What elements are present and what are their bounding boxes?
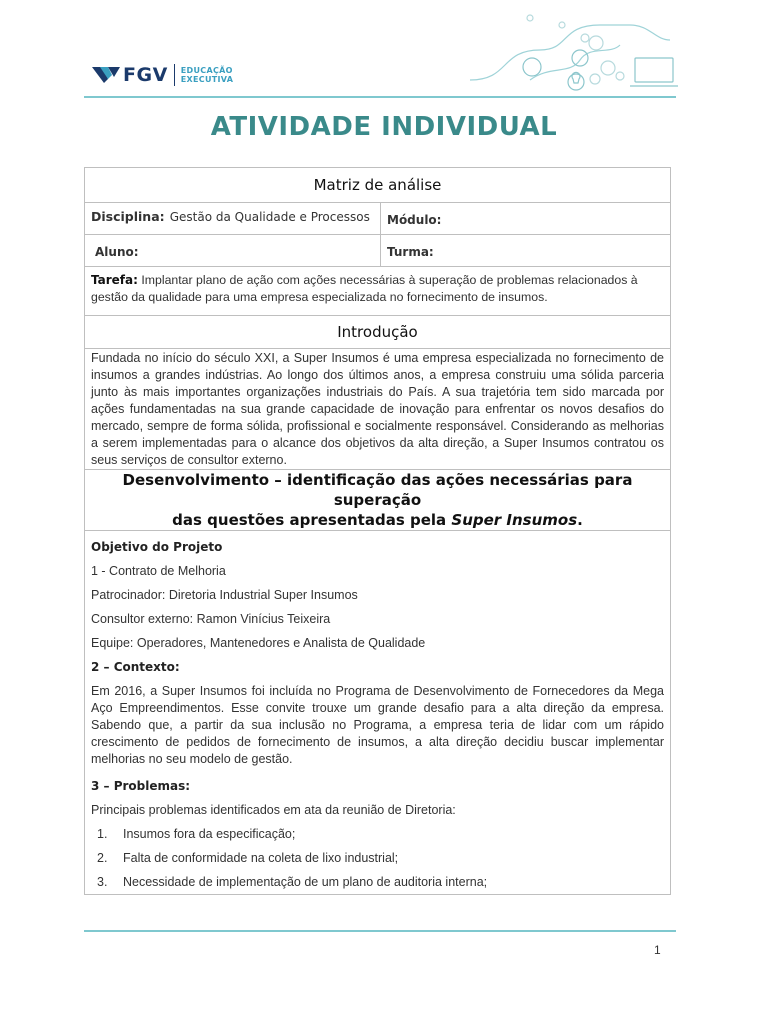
matrix-heading-row xyxy=(85,168,671,203)
development-heading-company: Super Insumos xyxy=(451,511,578,529)
brand-subtitle xyxy=(181,66,233,84)
page-header xyxy=(0,0,768,100)
context-text: Em 2016, a Super Insumos foi incluída no Programa de Desenvolvimento de Fornecedores da Mega Aço Empreendimentos. Esse convite trouxe um grande desafio para a alta direção da empresa. Sabendo que, a partir da sua inclusão no Programa, a empresa teria de lidar com um rápido crescimento de pedidos de fornecimento de insumos, a alta direção decidiu buscar implementar melhorias no seu modelo de gestão. xyxy=(91,684,664,766)
list-item-text: Necessidade de implementação de um plano de auditoria interna; xyxy=(123,875,488,889)
list-item-text: Falta de conformidade na coleta de lixo industrial; xyxy=(123,851,399,865)
development-heading xyxy=(85,470,671,531)
list-item xyxy=(91,822,664,846)
logo-divider xyxy=(174,64,175,86)
aluno-row xyxy=(85,235,671,267)
team-line: Equipe: Operadores, Mantenedores e Analista de Qualidade xyxy=(91,636,426,650)
development-body-row xyxy=(85,531,671,895)
tech-network-illustration-icon xyxy=(470,10,690,100)
consultant-line: Consultor externo: Ramon Vinícius Teixeira xyxy=(91,612,331,626)
page-number: 1 xyxy=(654,943,661,957)
brand-name: FGV xyxy=(123,64,168,86)
development-heading-line2-prefix: das questões apresentadas pela xyxy=(172,511,447,529)
turma-cell xyxy=(381,235,671,267)
contract-line: 1 - Contrato de Melhoria xyxy=(91,564,226,578)
aluno-cell xyxy=(85,235,381,267)
list-item-number: 1. xyxy=(97,827,108,841)
header-divider xyxy=(84,96,676,98)
development-heading-period: . xyxy=(577,511,583,529)
list-item xyxy=(91,870,664,894)
disciplina-row xyxy=(85,203,671,235)
page-title: ATIVIDADE INDIVIDUAL xyxy=(210,112,558,142)
problems-intro: Principais problemas identificados em ata da reunião de Diretoria: xyxy=(91,803,456,817)
intro-heading-row xyxy=(85,316,671,349)
disciplina-value: Gestão da Qualidade e Processos xyxy=(169,210,370,224)
turma-label: Turma: xyxy=(387,245,434,259)
brand-subtitle-line2: EXECUTIVA xyxy=(180,75,234,84)
tarefa-cell xyxy=(85,267,671,316)
tarefa-value: Implantar plano de ação com ações necessárias à superação de problemas relacionados à gestão da qualidade para uma empresa especializada no fornecimento de insumos. xyxy=(91,273,638,304)
disciplina-cell xyxy=(85,203,381,235)
disciplina-label: Disciplina: xyxy=(91,209,165,224)
development-heading-line1: Desenvolvimento – identificação das ações necessárias para superação xyxy=(122,471,633,509)
matrix-heading: Matriz de análise xyxy=(85,168,671,203)
problems-list xyxy=(91,822,664,894)
aluno-label: Aluno: xyxy=(95,245,139,259)
footer-divider xyxy=(84,930,676,932)
modulo-label: Módulo: xyxy=(387,213,442,227)
tarefa-label: Tarefa: xyxy=(91,273,138,287)
context-heading: 2 – Contexto: xyxy=(91,660,180,674)
development-heading-row xyxy=(85,470,671,531)
intro-body-row xyxy=(85,349,671,470)
fgv-logo xyxy=(92,64,233,86)
intro-heading: Introdução xyxy=(85,316,671,349)
intro-body-cell xyxy=(85,349,671,470)
development-body-cell xyxy=(85,531,671,895)
problems-heading: 3 – Problemas: xyxy=(91,779,191,793)
list-item-number: 3. xyxy=(97,875,108,889)
modulo-cell xyxy=(381,203,671,235)
list-item-number: 2. xyxy=(97,851,108,865)
analysis-matrix-table xyxy=(84,167,671,895)
brand-subtitle-line1: EDUCAÇÃO xyxy=(180,66,233,75)
list-item-text: Insumos fora da especificação; xyxy=(123,827,296,841)
fgv-wing-icon xyxy=(92,65,120,85)
intro-text: Fundada no início do século XXI, a Super Insumos é uma empresa especializada no fornecimento de insumos a grandes indústrias. Ao longo dos últimos anos, a empresa construiu uma sólida parceria junto às mais importantes organizações industriais do País. A sua trajetória tem sido marcada por ações fundamentadas na sua grande capacidade de inovação para enfrentar os novos desafios do mercado, sempre de forma sólida, profissional e socialmente responsável. Considerando as melhorias a serem implementadas para o alcance dos objetivos da alta direção, a Super Insumos contratou os seus serviços de consultor externo. xyxy=(91,351,664,467)
tarefa-row xyxy=(85,267,671,316)
objective-heading: Objetivo do Projeto xyxy=(91,540,223,554)
sponsor-line: Patrocinador: Diretoria Industrial Super Insumos xyxy=(91,588,358,602)
list-item xyxy=(91,846,664,870)
